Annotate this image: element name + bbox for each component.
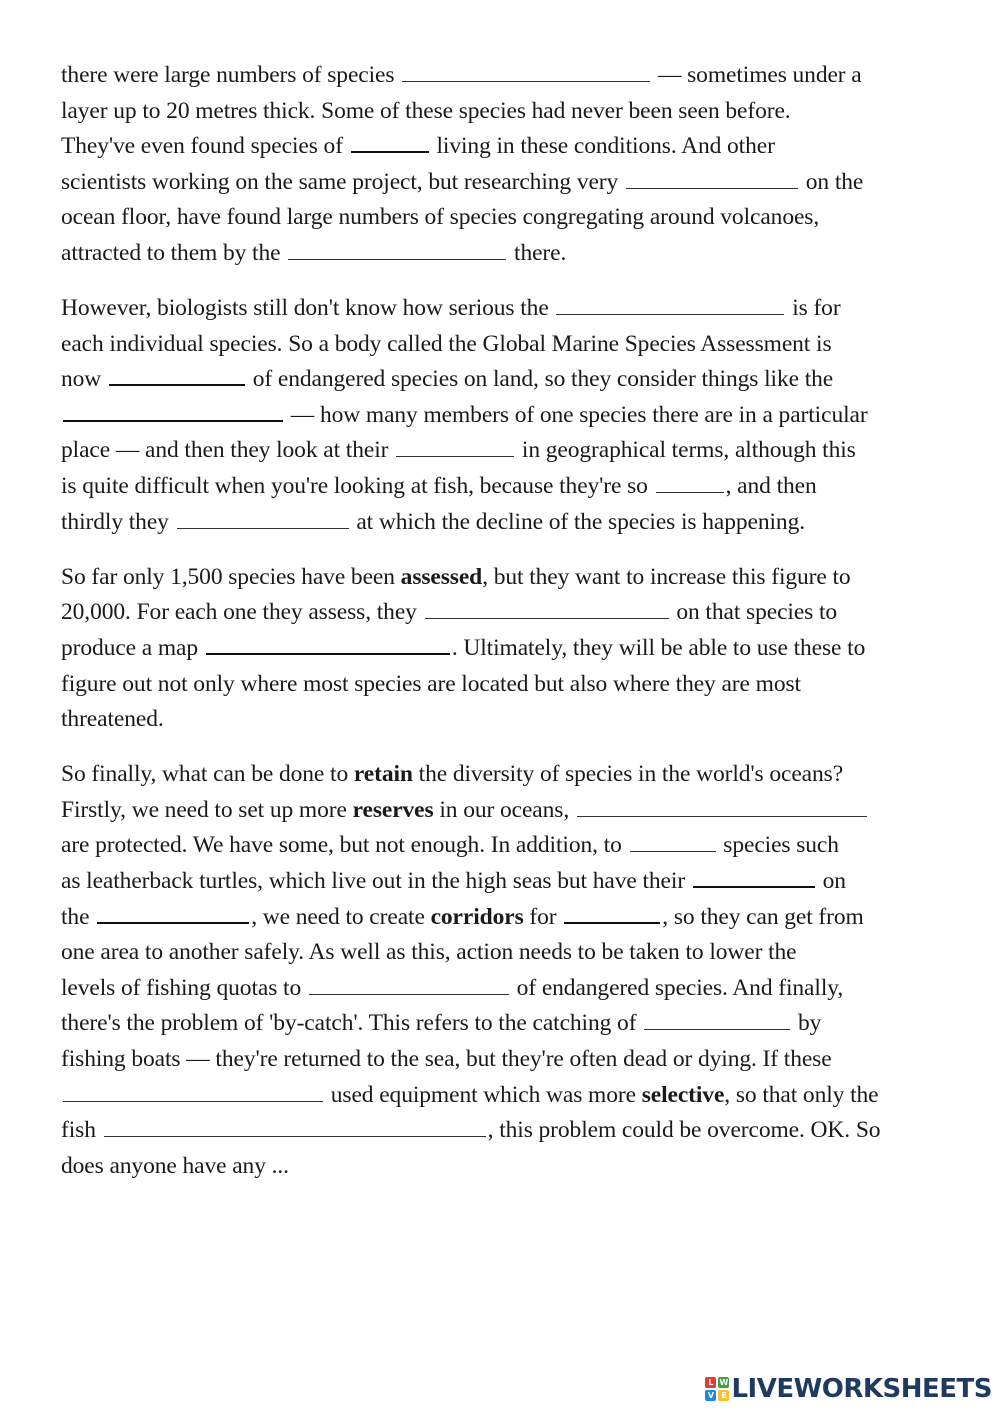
text-segment: the	[61, 903, 96, 930]
text-line	[61, 971, 951, 1007]
bold-keyword: corridors	[430, 903, 524, 930]
paragraph-gap	[61, 540, 951, 560]
text-segment: fish	[61, 1117, 102, 1144]
logo-text: LIVEWORKSHEETS	[731, 1374, 992, 1404]
answer-blank[interactable]	[177, 510, 349, 529]
answer-blank[interactable]	[577, 798, 867, 817]
text-segment: Firstly, we need to set up more	[61, 796, 353, 823]
answer-blank[interactable]	[425, 600, 669, 619]
text-line	[61, 200, 951, 236]
text-line	[61, 1149, 951, 1185]
text-segment: levels of fishing quotas to	[61, 974, 307, 1001]
answer-blank[interactable]	[402, 63, 650, 82]
text-segment: there's the problem of 'by-catch'. This refers to the catching of	[61, 1010, 643, 1037]
text-line	[61, 702, 951, 738]
text-line	[61, 828, 951, 864]
text-segment: one area to another safely. As well as this, action needs to be taken to lower the	[61, 939, 797, 966]
text-segment: by	[792, 1010, 822, 1037]
text-segment: on	[816, 867, 846, 894]
text-line	[61, 560, 951, 596]
text-line	[61, 900, 951, 936]
text-segment: each individual species. So a body called the Global Marine Species Assessment is	[61, 330, 832, 357]
answer-blank[interactable]	[206, 635, 450, 655]
text-line	[61, 469, 951, 505]
text-line	[61, 935, 951, 971]
text-line	[61, 433, 951, 469]
text-line	[61, 1006, 951, 1042]
answer-blank[interactable]	[693, 868, 815, 888]
text-segment: species such	[717, 832, 839, 859]
text-segment: They've even found species of	[61, 133, 349, 160]
text-segment: So far only 1,500 species have been	[61, 563, 401, 590]
bold-keyword: retain	[353, 761, 413, 788]
text-segment: , this problem could be overcome. OK. So	[487, 1117, 881, 1144]
text-segment: in geographical terms, although this	[516, 437, 856, 464]
answer-blank[interactable]	[644, 1011, 790, 1030]
text-segment: is for	[786, 295, 841, 322]
text-line	[61, 595, 951, 631]
answer-blank[interactable]	[309, 976, 509, 995]
text-segment: place — and then they look at their	[61, 437, 395, 464]
text-segment: used equipment which was more	[325, 1081, 642, 1108]
answer-blank[interactable]	[556, 296, 784, 315]
text-line	[61, 129, 951, 165]
text-line	[61, 165, 951, 201]
text-line	[61, 1113, 951, 1149]
logo-mark-tile: L	[705, 1377, 716, 1388]
text-line	[61, 291, 951, 327]
text-segment: there.	[508, 239, 567, 266]
liveworksheets-logo	[705, 1373, 992, 1405]
text-segment: 20,000. For each one they assess, they	[61, 599, 423, 626]
text-segment: there were large numbers of species	[61, 62, 401, 88]
answer-blank[interactable]	[351, 133, 429, 153]
answer-blank[interactable]	[656, 474, 724, 493]
answer-blank[interactable]	[63, 402, 283, 422]
text-line	[61, 58, 951, 94]
text-line	[61, 864, 951, 900]
text-line	[61, 236, 951, 272]
answer-blank[interactable]	[564, 904, 660, 924]
text-segment: living in these conditions. And other	[430, 133, 775, 160]
text-segment: attracted to them by the	[61, 239, 287, 266]
text-segment: on the	[799, 168, 864, 195]
text-segment: produce a map	[61, 634, 204, 661]
bold-keyword: assessed	[400, 563, 483, 590]
text-segment: ocean floor, have found large numbers of species congregating around volcanoes,	[61, 204, 820, 231]
text-segment: thirdly they	[61, 508, 175, 535]
text-segment: on that species to	[670, 599, 838, 626]
text-line	[61, 631, 951, 667]
text-line	[61, 398, 951, 434]
paragraph-1	[61, 58, 951, 272]
text-line	[61, 667, 951, 703]
text-segment: threatened.	[61, 706, 164, 733]
answer-blank[interactable]	[288, 241, 506, 260]
text-segment: , and then	[725, 473, 817, 500]
text-segment: fishing boats — they're returned to the sea, but they're often dead or dying. If these	[61, 1045, 832, 1072]
answer-blank[interactable]	[626, 170, 798, 189]
text-line	[61, 362, 951, 398]
text-line	[61, 94, 951, 130]
answer-blank[interactable]	[63, 1083, 323, 1102]
paragraph-2	[61, 291, 951, 540]
logo-mark-icon	[705, 1377, 729, 1401]
text-segment: However, biologists still don't know how serious the	[61, 295, 555, 322]
text-segment: , but they want to increase this figure to	[482, 563, 851, 590]
text-segment: , so they can get from	[662, 903, 864, 930]
text-segment: is quite difficult when you're looking at fish, because they're so	[61, 473, 654, 500]
text-segment: scientists working on the same project, but researching very	[61, 168, 624, 195]
text-segment: in our oceans,	[433, 796, 575, 823]
text-segment: . Ultimately, they will be able to use these to	[451, 634, 866, 661]
text-segment: the diversity of species in the world's oceans?	[412, 761, 844, 788]
text-segment: , we need to create	[251, 903, 431, 930]
text-segment: layer up to 20 metres thick. Some of these species had never been seen before.	[61, 97, 791, 124]
text-segment: of endangered species. And finally,	[510, 974, 844, 1001]
paragraph-gap	[61, 738, 951, 758]
text-segment: now	[61, 366, 107, 393]
text-line	[61, 757, 951, 793]
answer-blank[interactable]	[396, 438, 514, 457]
text-segment: at which the decline of the species is happening.	[350, 508, 805, 535]
bold-keyword: selective	[641, 1081, 725, 1108]
text-line	[61, 793, 951, 829]
text-segment: does anyone have any ...	[61, 1152, 289, 1179]
text-segment: — how many members of one species there are in a particular	[285, 401, 868, 428]
text-segment: So finally, what can be done to	[61, 761, 354, 788]
text-line	[61, 505, 951, 541]
logo-mark-tile: E	[718, 1390, 729, 1401]
text-segment: for	[523, 903, 563, 930]
paragraph-3	[61, 560, 951, 738]
text-segment: figure out not only where most species are located but also where they are most	[61, 670, 801, 697]
answer-blank[interactable]	[109, 366, 245, 386]
text-line	[61, 1042, 951, 1078]
paragraph-4	[61, 757, 951, 1184]
answer-blank[interactable]	[104, 1118, 486, 1137]
logo-mark-tile: W	[719, 1378, 729, 1387]
logo-mark-tile: V	[705, 1390, 716, 1401]
text-line	[61, 1078, 951, 1114]
bold-keyword: reserves	[352, 796, 434, 823]
paragraph-gap	[61, 272, 951, 292]
text-segment: — sometimes under a	[652, 62, 862, 88]
worksheet-text	[61, 58, 951, 1184]
text-line	[61, 327, 951, 363]
answer-blank[interactable]	[630, 833, 716, 852]
text-segment: are protected. We have some, but not enough. In addition, to	[61, 832, 628, 859]
text-segment: , so that only the	[724, 1081, 879, 1108]
answer-blank[interactable]	[97, 904, 249, 924]
text-segment: of endangered species on land, so they consider things like the	[246, 366, 834, 393]
text-segment: as leatherback turtles, which live out in the high seas but have their	[61, 867, 691, 894]
